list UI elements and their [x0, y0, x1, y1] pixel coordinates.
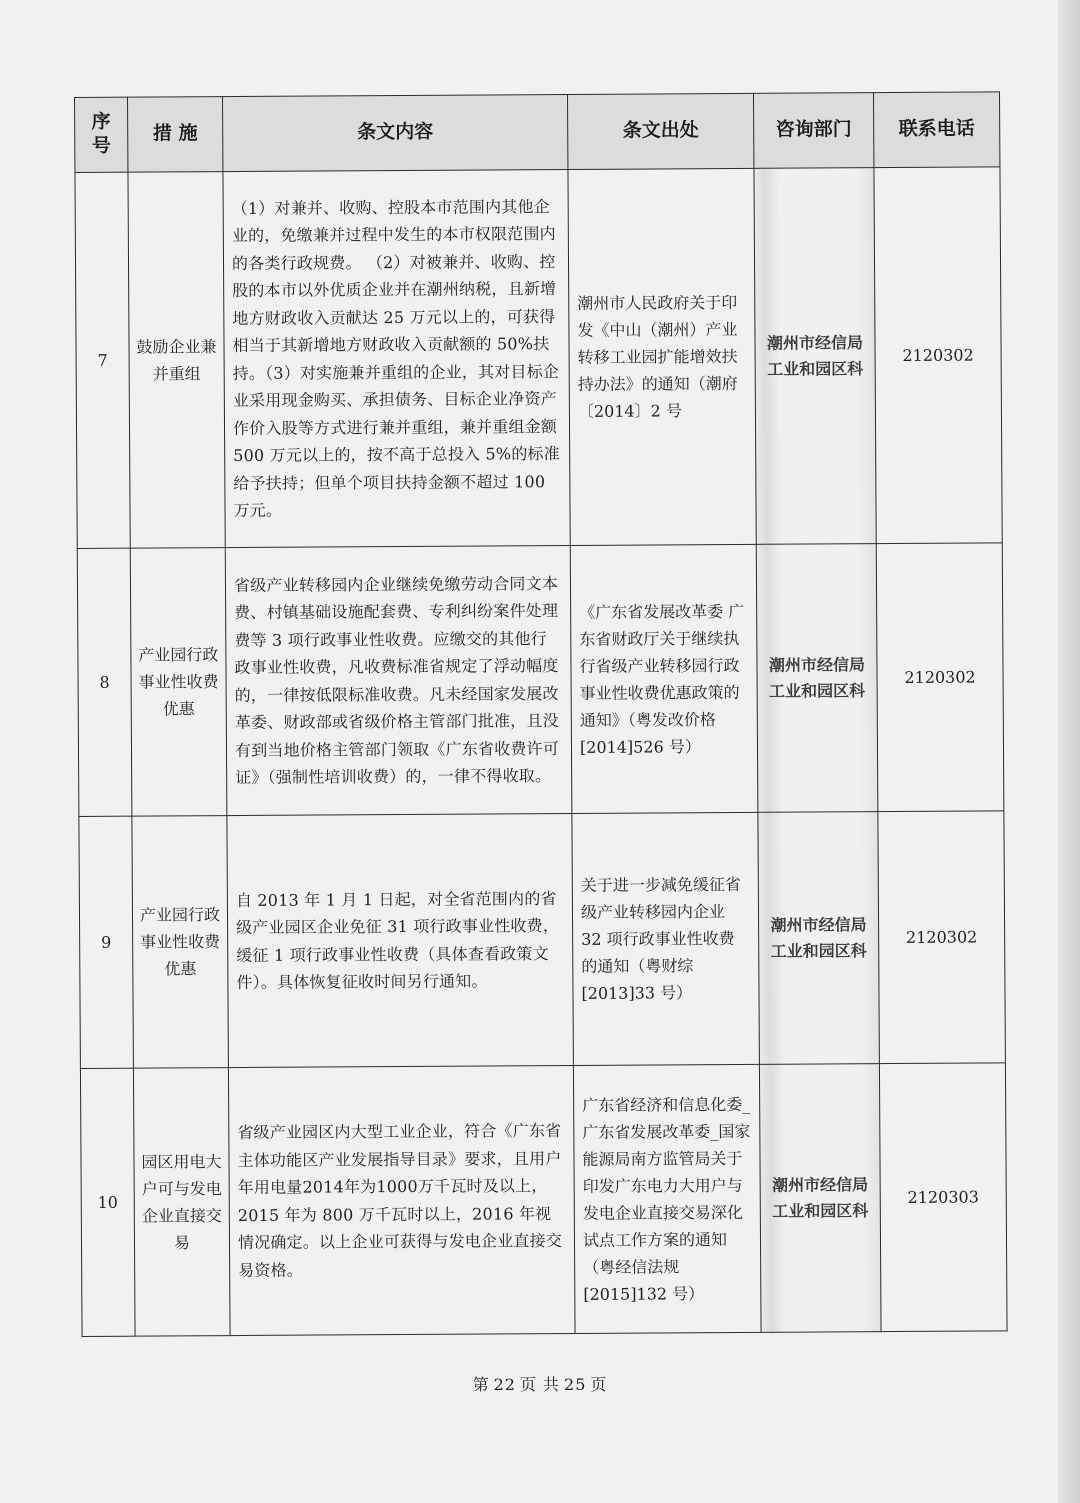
footer-prefix: 第	[472, 1375, 490, 1394]
row-source: 《广东省发展改革委 广东省财政厅关于继续执行省级产业转移园行政事业性收费优惠政策的通知》（粤发改价格[2014]526 号）	[570, 544, 758, 813]
page-edge-shadow	[1058, 0, 1080, 1503]
header-dept: 咨询部门	[753, 93, 873, 169]
row-number: 7	[75, 172, 130, 548]
row-measure: 鼓励企业兼并重组	[128, 172, 225, 549]
table-row	[80, 1063, 1007, 1337]
row-source: 广东省经济和信息化委_广东省发展改革委_国家能源局南方监管局关于印发广东电力大用户与发电企业直接交易深化试点工作方案的通知（粤经信法规[2015]132 号）	[573, 1064, 761, 1333]
table-row	[79, 811, 1006, 1069]
row-number: 9	[79, 816, 134, 1068]
row-phone: 2120302	[874, 167, 1002, 544]
row-number: 10	[80, 1068, 135, 1336]
table-header-row	[75, 92, 1000, 173]
header-measure: 措 施	[128, 97, 223, 173]
row-measure: 园区用电大户可与发电企业直接交易	[133, 1068, 230, 1337]
row-phone: 2120302	[876, 543, 1004, 812]
row-dept: 潮州市经信局 工业和园区科	[756, 544, 878, 813]
row-measure: 产业园行政事业性收费优惠	[132, 816, 229, 1069]
row-source: 关于进一步减免缓征省级产业转移园内企业 32 项行政事业性收费的通知（粤财综[2013]33 号）	[572, 812, 760, 1065]
header-source: 条文出处	[567, 93, 753, 169]
table-row	[77, 543, 1004, 817]
footer-total-pages: 25	[564, 1375, 587, 1394]
header-phone: 联系电话	[873, 92, 999, 168]
row-content: 省级产业转移园内企业继续免缴劳动合同文本费、村镇基础设施配套费、专利纠纷案件处理费等 3 项行政事业性收费。应缴交的其他行政事业性收费，凡收费标准省规定了浮动幅度的，一律按低限标准收费。凡未经国家发展改革委、财政部或省级价格主管部门批准，且没有到当地价格主管部门领取《广东省收费许可证》（强制性培训收费）的，一律不得收取。	[225, 545, 572, 815]
row-content: 自 2013 年 1 月 1 日起，对全省范围内的省级产业园区企业免征 31 项行政事业性收费，缓征 1 项行政事业性收费（具体查看政策文件）。具体恢复征收时间另行通知。	[227, 813, 574, 1067]
header-no: 序号	[75, 97, 128, 172]
row-dept: 潮州市经信局 工业和园区科	[759, 1064, 881, 1333]
row-phone: 2120302	[878, 811, 1006, 1064]
row-content: 省级产业园区内大型工业企业，符合《广东省主体功能区产业发展指导目录》要求，且用户年用电量2014年为1000万千瓦时及以上，2015 年为 800 万千瓦时以上，2016 年视情况确定。以上企业可获得与发电企业直接交易资格。	[228, 1065, 575, 1335]
footer-suffix: 页	[590, 1375, 608, 1394]
row-phone: 2120303	[879, 1063, 1007, 1332]
footer-page-number: 22	[493, 1375, 516, 1394]
row-number: 8	[77, 548, 132, 816]
row-content: （1）对兼并、收购、控股本市范围内其他企业的，免缴兼并过程中发生的本市权限范围内的各类行政规费。 （2）对被兼并、收购、控股的本市以外优质企业并在潮州纳税，且新增地方财政收入贡献达 25 万元以上的，可获得相当于其新增地方财政收入贡献额的 50%扶持。（3）对实施兼并重组的企业，其对目标企业采用现金购买、承担债务、目标企业净资产作价入股等方式进行兼并重组，兼并重组金额 500 万元以上的，按不高于总投入 5%的标准给予扶持；但单个项目扶持金额不超过 100 万元。	[223, 169, 570, 547]
row-source: 潮州市人民政府关于印发《中山（潮州）产业转移工业园扩能增效扶持办法》的通知（潮府〔2014〕2 号	[568, 168, 756, 545]
table-row	[75, 167, 1002, 549]
row-dept: 潮州市经信局 工业和园区科	[754, 168, 876, 545]
policy-table	[74, 91, 1008, 1337]
footer-mid: 页 共	[519, 1375, 561, 1394]
header-content: 条文内容	[223, 94, 568, 171]
row-dept: 潮州市经信局 工业和园区科	[758, 812, 880, 1065]
page-footer	[0, 1372, 1080, 1395]
row-measure: 产业园行政事业性收费优惠	[130, 548, 227, 817]
